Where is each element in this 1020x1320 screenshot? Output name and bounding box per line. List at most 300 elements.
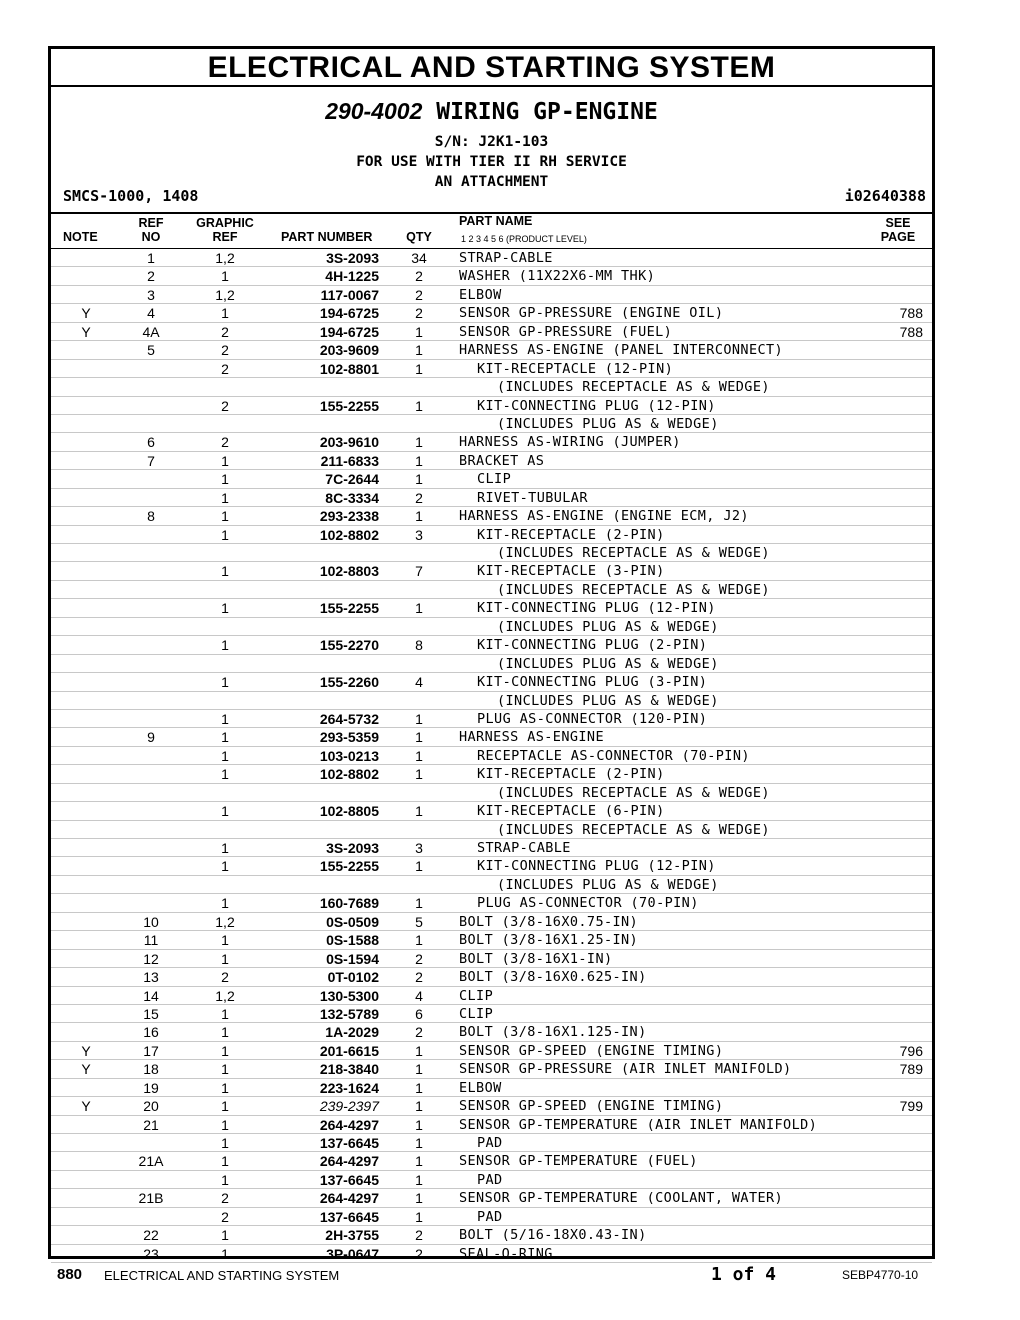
part-name-cell: STRAP-CABLE [459, 250, 553, 266]
part-number-cell: 155-2255 [319, 397, 379, 414]
ref-no-cell: 20 [143, 1098, 159, 1115]
table-row [51, 1097, 932, 1115]
qty-cell: 1 [415, 895, 423, 912]
ref-no-cell: 22 [143, 1227, 159, 1244]
table-row [51, 526, 932, 544]
part-number-cell: 155-2260 [319, 674, 379, 691]
graphic-ref-cell: 1,2 [215, 987, 235, 1004]
qty-cell: 1 [415, 1190, 423, 1207]
see-page-cell: 788 [899, 323, 923, 340]
graphic-ref-cell: 1 [221, 452, 229, 469]
graphic-ref-cell: 1 [221, 268, 229, 285]
footer-page-number: 880 [57, 1266, 83, 1283]
table-row [51, 618, 932, 636]
part-number-cell: 3P-0647 [326, 1245, 379, 1262]
graphic-ref-cell: 2 [221, 360, 229, 377]
part-name-cell: PAD [477, 1171, 503, 1188]
part-number-cell: 155-2270 [319, 637, 379, 654]
table-row [51, 1079, 932, 1097]
qty-cell: 1 [415, 452, 423, 469]
table-row [51, 378, 932, 396]
ref-no-cell: 7 [147, 452, 155, 469]
part-name-cell: STRAP-CABLE [477, 840, 571, 856]
serial-number: S/N: J2K1-103 [434, 134, 549, 150]
graphic-ref-cell: 2 [221, 342, 229, 359]
table-row [51, 1208, 932, 1226]
table-row [51, 728, 932, 746]
table-row [51, 710, 932, 728]
graphic-ref-cell: 2 [221, 397, 229, 414]
table-row [51, 1245, 932, 1263]
group-number: 290-4002 [325, 98, 423, 124]
part-number-cell: 0S-1594 [326, 950, 379, 967]
part-number-cell: 7C-2644 [325, 471, 379, 488]
graphic-ref-cell: 1 [221, 489, 229, 506]
ref-no-cell: 4A [142, 323, 160, 340]
table-row [51, 1005, 932, 1023]
part-number-cell: 130-5300 [319, 987, 379, 1004]
table-row [51, 1134, 932, 1152]
qty-cell: 1 [415, 434, 423, 451]
part-number-cell: 264-4297 [319, 1153, 379, 1170]
part-name-cell: PAD [477, 1135, 503, 1151]
qty-cell: 1 [415, 803, 423, 820]
table-row [51, 341, 932, 359]
table-row [51, 987, 932, 1005]
part-name-cell: KIT-CONNECTING PLUG (3-PIN) [477, 674, 708, 691]
qty-cell: 4 [415, 674, 423, 691]
part-name-cell: RECEPTACLE AS-CONNECTOR (70-PIN) [477, 747, 750, 764]
qty-cell: 1 [415, 1208, 423, 1225]
part-name-cell: (INCLUDES RECEPTACLE AS & WEDGE) [497, 784, 770, 801]
see-page-cell: 799 [899, 1098, 923, 1115]
group-header [51, 89, 932, 192]
table-row [51, 655, 932, 673]
part-number-cell: 264-5732 [319, 710, 379, 727]
graphic-ref-cell: 1 [221, 932, 229, 949]
part-number-cell: 194-6725 [319, 305, 379, 322]
graphic-ref-cell: 1 [221, 471, 229, 488]
note-cell: Y [81, 1098, 91, 1115]
part-number-cell: 264-4297 [319, 1116, 379, 1133]
table-row [51, 415, 932, 433]
table-row [51, 470, 932, 488]
part-number-cell: 0T-0102 [327, 969, 379, 986]
table-row [51, 452, 932, 470]
table-row [51, 599, 932, 617]
ref-no-cell: 14 [143, 987, 159, 1004]
part-number-cell: 8C-3334 [325, 489, 379, 506]
table-row [51, 839, 932, 857]
qty-cell: 2 [415, 1245, 423, 1262]
qty-cell: 2 [415, 950, 423, 967]
table-row [51, 1226, 932, 1244]
qty-cell: 2 [415, 1024, 423, 1041]
part-number-cell: 211-6833 [320, 452, 379, 469]
graphic-ref-cell: 1 [221, 305, 229, 322]
ref-no-cell: 5 [147, 342, 155, 359]
part-number-cell: 1A-2029 [325, 1024, 379, 1041]
part-name-cell: KIT-RECEPTACLE (2-PIN) [477, 526, 665, 543]
table-row [51, 397, 932, 415]
part-name-cell: (INCLUDES PLUG AS & WEDGE) [497, 692, 719, 709]
table-row [51, 636, 932, 654]
section-title: ELECTRICAL AND STARTING SYSTEM [51, 49, 932, 87]
table-row [51, 857, 932, 875]
ref-no-cell: 10 [143, 913, 159, 930]
qty-cell: 1 [415, 1116, 423, 1133]
table-row [51, 821, 932, 839]
part-name-cell: SENSOR GP-TEMPERATURE (FUEL) [459, 1153, 698, 1170]
part-name-cell: (INCLUDES RECEPTACLE AS & WEDGE) [497, 581, 770, 598]
qty-cell: 1 [415, 858, 423, 875]
part-number-cell: 201-6615 [319, 1042, 379, 1059]
use-line: FOR USE WITH TIER II RH SERVICE [356, 154, 627, 170]
see-page-cell: 788 [899, 305, 923, 322]
part-number-cell: 102-8805 [319, 803, 379, 820]
ref-no-cell: 21 [143, 1116, 159, 1133]
part-name-cell: SENSOR GP-TEMPERATURE (AIR INLET MANIFOLD) [459, 1116, 818, 1133]
col-part-name: PART NAME [459, 214, 533, 228]
graphic-ref-cell: 1 [221, 1005, 229, 1022]
graphic-ref-cell: 1 [221, 1153, 229, 1170]
table-row [51, 267, 932, 285]
illustration-id: i02640388 [844, 187, 926, 205]
graphic-ref-cell: 1,2 [215, 250, 235, 266]
qty-cell: 1 [415, 932, 423, 949]
part-name-cell: BOLT (3/8-16X1.125-IN) [459, 1024, 647, 1041]
ref-no-cell: 17 [143, 1042, 159, 1059]
part-name-cell: SENSOR GP-PRESSURE (AIR INLET MANIFOLD) [459, 1061, 792, 1078]
part-name-cell: CLIP [459, 987, 494, 1004]
graphic-ref-cell: 1 [221, 1227, 229, 1244]
part-name-cell: (INCLUDES RECEPTACLE AS & WEDGE) [497, 821, 770, 838]
table-row [51, 1023, 932, 1041]
ref-no-cell: 16 [143, 1024, 159, 1041]
graphic-ref-cell: 1 [221, 600, 229, 617]
ref-no-cell: 1 [147, 250, 155, 266]
graphic-ref-cell: 1 [221, 803, 229, 820]
part-name-cell: HARNESS AS-ENGINE (ENGINE ECM, J2) [459, 508, 749, 525]
part-name-cell: BOLT (3/8-16X0.75-IN) [459, 913, 639, 930]
table-row [51, 784, 932, 802]
qty-cell: 1 [415, 397, 423, 414]
graphic-ref-cell: 1 [221, 1171, 229, 1188]
qty-cell: 1 [415, 342, 423, 359]
ref-no-cell: 12 [143, 950, 159, 967]
smcs-code: SMCS-1000, 1408 [63, 187, 199, 205]
table-row [51, 1189, 932, 1207]
part-number-cell: 203-9609 [319, 342, 379, 359]
group-name: WIRING GP-ENGINE [436, 99, 658, 125]
part-number-cell: 137-6645 [319, 1135, 379, 1151]
qty-cell: 1 [415, 1153, 423, 1170]
note-cell: Y [81, 323, 91, 340]
part-number-cell: 264-4297 [319, 1190, 379, 1207]
group-title-line [51, 91, 932, 132]
part-number-cell: 293-5359 [319, 729, 379, 746]
ref-no-cell: 8 [147, 508, 155, 525]
table-row [51, 249, 932, 267]
col-see-bottom: PAGE [880, 230, 916, 244]
graphic-ref-cell: 1 [221, 840, 229, 856]
ref-no-cell: 19 [143, 1079, 159, 1096]
part-number-cell: 0S-1588 [326, 932, 379, 949]
graphic-ref-cell: 1 [221, 710, 229, 727]
ref-no-cell: 15 [143, 1005, 159, 1022]
table-row [51, 581, 932, 599]
qty-cell: 1 [415, 729, 423, 746]
qty-cell: 1 [415, 747, 423, 764]
col-graphic-top: GRAPHIC [196, 216, 254, 230]
qty-cell: 1 [415, 471, 423, 488]
part-number-cell: 223-1624 [319, 1079, 379, 1096]
table-row [51, 1171, 932, 1189]
qty-cell: 1 [415, 1042, 423, 1059]
part-number-cell: 137-6645 [319, 1171, 379, 1188]
table-row [51, 913, 932, 931]
part-name-cell: KIT-CONNECTING PLUG (12-PIN) [477, 858, 716, 875]
table-row [51, 931, 932, 949]
product-levels: 1 2 3 4 5 6 (PRODUCT LEVEL) [461, 234, 587, 244]
col-qty: QTY [406, 230, 432, 244]
part-name-cell: HARNESS AS-ENGINE (PANEL INTERCONNECT) [459, 342, 784, 359]
qty-cell: 3 [415, 840, 423, 856]
part-name-cell: SENSOR GP-PRESSURE (FUEL) [459, 323, 673, 340]
col-see-top: SEE [885, 216, 911, 230]
col-part-number: PART NUMBER [281, 230, 373, 244]
part-name-cell: (INCLUDES RECEPTACLE AS & WEDGE) [497, 379, 770, 396]
qty-cell: 2 [415, 286, 423, 303]
ref-no-cell: 21B [138, 1190, 164, 1207]
part-number-cell: 137-6645 [319, 1208, 379, 1225]
graphic-ref-cell: 2 [221, 434, 229, 451]
graphic-ref-cell: 1 [221, 1098, 229, 1115]
qty-cell: 8 [415, 637, 423, 654]
part-number-cell: 3S-2093 [326, 840, 379, 856]
graphic-ref-cell: 1,2 [215, 913, 235, 930]
part-name-cell: RIVET-TUBULAR [477, 489, 588, 506]
part-name-cell: WASHER (11X22X6-MM THK) [459, 268, 656, 285]
part-number-cell: 103-0213 [319, 747, 379, 764]
graphic-ref-cell: 1 [221, 1135, 229, 1151]
table-row [51, 1116, 932, 1134]
graphic-ref-cell: 1 [221, 766, 229, 783]
graphic-ref-cell: 1 [221, 563, 229, 580]
part-name-cell: BRACKET AS [459, 452, 545, 469]
ref-no-cell: 23 [143, 1245, 159, 1262]
graphic-ref-cell: 1 [221, 508, 229, 525]
ref-no-cell: 9 [147, 729, 155, 746]
table-row [51, 765, 932, 783]
table-row [51, 1152, 932, 1170]
graphic-ref-cell: 2 [221, 969, 229, 986]
page-footer [0, 1262, 1020, 1292]
graphic-ref-cell: 1,2 [215, 286, 235, 303]
footer-doc-id: SEBP4770-10 [842, 1268, 919, 1282]
part-number-cell: 102-8802 [319, 766, 379, 783]
table-row [51, 433, 932, 451]
graphic-ref-cell: 1 [221, 858, 229, 875]
qty-cell: 1 [415, 710, 423, 727]
col-note: NOTE [63, 230, 98, 244]
footer-sheet: 1 of 4 [711, 1264, 777, 1285]
see-page-cell: 789 [899, 1061, 923, 1078]
table-row [51, 489, 932, 507]
ref-no-cell: 13 [143, 969, 159, 986]
qty-cell: 1 [415, 600, 423, 617]
qty-cell: 4 [415, 987, 423, 1004]
ref-no-cell: 11 [143, 932, 159, 949]
part-name-cell: KIT-RECEPTACLE (3-PIN) [477, 563, 665, 580]
parts-table [51, 249, 932, 1263]
qty-cell: 7 [415, 563, 423, 580]
part-number-cell: 160-7689 [319, 895, 379, 912]
part-name-cell: (INCLUDES PLUG AS & WEDGE) [497, 415, 719, 432]
qty-cell: 34 [411, 250, 427, 266]
table-row [51, 562, 932, 580]
table-row [51, 1042, 932, 1060]
qty-cell: 5 [415, 913, 423, 930]
part-number-cell: 293-2338 [319, 508, 379, 525]
table-row [51, 692, 932, 710]
qty-cell: 6 [415, 1005, 423, 1022]
table-row [51, 673, 932, 691]
graphic-ref-cell: 1 [221, 747, 229, 764]
qty-cell: 2 [415, 1227, 423, 1244]
part-name-cell: CLIP [477, 471, 512, 488]
col-ref-top: REF [138, 216, 164, 230]
graphic-ref-cell: 1 [221, 526, 229, 543]
table-row [51, 747, 932, 765]
part-number-cell: 102-8802 [319, 526, 379, 543]
part-name-cell: (INCLUDES RECEPTACLE AS & WEDGE) [497, 545, 770, 561]
part-name-cell: KIT-RECEPTACLE (6-PIN) [477, 803, 665, 820]
qty-cell: 1 [415, 1098, 423, 1115]
part-number-cell: 218-3840 [319, 1061, 379, 1078]
qty-cell: 1 [415, 1079, 423, 1096]
table-row [51, 968, 932, 986]
part-name-cell: PLUG AS-CONNECTOR (120-PIN) [477, 710, 708, 727]
graphic-ref-cell: 1 [221, 1061, 229, 1078]
part-name-cell: ELBOW [459, 286, 502, 303]
table-row [51, 360, 932, 378]
part-number-cell: 203-9610 [319, 434, 379, 451]
note-cell: Y [81, 1042, 91, 1059]
part-name-cell: KIT-CONNECTING PLUG (12-PIN) [477, 397, 716, 414]
qty-cell: 2 [415, 268, 423, 285]
ref-no-cell: 3 [147, 286, 155, 303]
graphic-ref-cell: 1 [221, 895, 229, 912]
part-number-cell: 0S-0509 [326, 913, 379, 930]
graphic-ref-cell: 1 [221, 1116, 229, 1133]
col-graphic-bottom: REF [212, 230, 238, 244]
graphic-ref-cell: 1 [221, 950, 229, 967]
table-row [51, 286, 932, 304]
graphic-ref-cell: 2 [221, 323, 229, 340]
qty-cell: 1 [415, 1135, 423, 1151]
see-page-cell: 796 [899, 1042, 923, 1059]
qty-cell: 2 [415, 969, 423, 986]
qty-cell: 1 [415, 1061, 423, 1078]
table-row [51, 507, 932, 525]
graphic-ref-cell: 2 [221, 1190, 229, 1207]
part-name-cell: ELBOW [459, 1079, 502, 1096]
graphic-ref-cell: 1 [221, 674, 229, 691]
part-number-cell: 194-6725 [319, 323, 379, 340]
graphic-ref-cell: 1 [221, 1042, 229, 1059]
col-ref-bottom: NO [141, 230, 161, 244]
ref-no-cell: 4 [147, 305, 155, 322]
part-name-cell: SENSOR GP-SPEED (ENGINE TIMING) [459, 1042, 724, 1059]
parts-list-frame [48, 46, 935, 1262]
part-number-cell: 239-2397 [319, 1098, 379, 1115]
part-name-cell: CLIP [459, 1005, 494, 1022]
table-row [51, 304, 932, 322]
graphic-ref-cell: 1 [221, 1024, 229, 1041]
part-name-cell: BOLT (3/8-16X1-IN) [459, 950, 613, 967]
table-row [51, 876, 932, 894]
part-name-cell: KIT-CONNECTING PLUG (2-PIN) [477, 637, 708, 654]
part-number-cell: 117-0067 [320, 286, 379, 303]
ref-no-cell: 2 [147, 268, 155, 285]
part-number-cell: 4H-1225 [325, 268, 379, 285]
ref-no-cell: 21A [138, 1153, 164, 1170]
table-row [51, 323, 932, 341]
attachment-line: AN ATTACHMENT [434, 174, 549, 190]
qty-cell: 2 [415, 305, 423, 322]
part-name-cell: HARNESS AS-ENGINE [459, 729, 604, 746]
table-row [51, 544, 932, 562]
part-name-cell: SENSOR GP-PRESSURE (ENGINE OIL) [459, 305, 724, 322]
footer-section: ELECTRICAL AND STARTING SYSTEM [104, 1268, 340, 1283]
table-row [51, 894, 932, 912]
part-name-cell: (INCLUDES PLUG AS & WEDGE) [497, 655, 719, 672]
part-name-cell: (INCLUDES PLUG AS & WEDGE) [497, 876, 719, 893]
part-name-cell: SENSOR GP-TEMPERATURE (COOLANT, WATER) [459, 1190, 784, 1207]
note-cell: Y [81, 1061, 91, 1078]
ref-no-cell: 6 [147, 434, 155, 451]
part-name-cell: (INCLUDES PLUG AS & WEDGE) [497, 618, 719, 635]
graphic-ref-cell: 1 [221, 637, 229, 654]
part-number-cell: 132-5789 [319, 1005, 379, 1022]
part-number-cell: 102-8801 [319, 360, 379, 377]
graphic-ref-cell: 1 [221, 729, 229, 746]
qty-cell: 1 [415, 323, 423, 340]
graphic-ref-cell: 1 [221, 1079, 229, 1096]
table-row [51, 1060, 932, 1078]
part-name-cell: SENSOR GP-SPEED (ENGINE TIMING) [459, 1098, 724, 1115]
ref-no-cell: 18 [143, 1061, 159, 1078]
part-name-cell: BOLT (3/8-16X1.25-IN) [459, 932, 639, 949]
part-name-cell: SEAL-O-RING [459, 1245, 553, 1262]
part-name-cell: BOLT (3/8-16X0.625-IN) [459, 969, 647, 986]
part-name-cell: PAD [477, 1208, 503, 1225]
part-name-cell: KIT-RECEPTACLE (2-PIN) [477, 766, 665, 783]
table-row [51, 802, 932, 820]
note-cell: Y [81, 305, 91, 322]
part-name-cell: KIT-CONNECTING PLUG (12-PIN) [477, 600, 716, 617]
qty-cell: 1 [415, 766, 423, 783]
part-number-cell: 2H-3755 [325, 1227, 379, 1244]
part-name-cell: BOLT (5/16-18X0.43-IN) [459, 1227, 647, 1244]
graphic-ref-cell: 1 [221, 1245, 229, 1262]
table-row [51, 950, 932, 968]
part-number-cell: 155-2255 [319, 600, 379, 617]
part-name-cell: KIT-RECEPTACLE (12-PIN) [477, 360, 674, 377]
qty-cell: 3 [415, 526, 423, 543]
qty-cell: 1 [415, 360, 423, 377]
